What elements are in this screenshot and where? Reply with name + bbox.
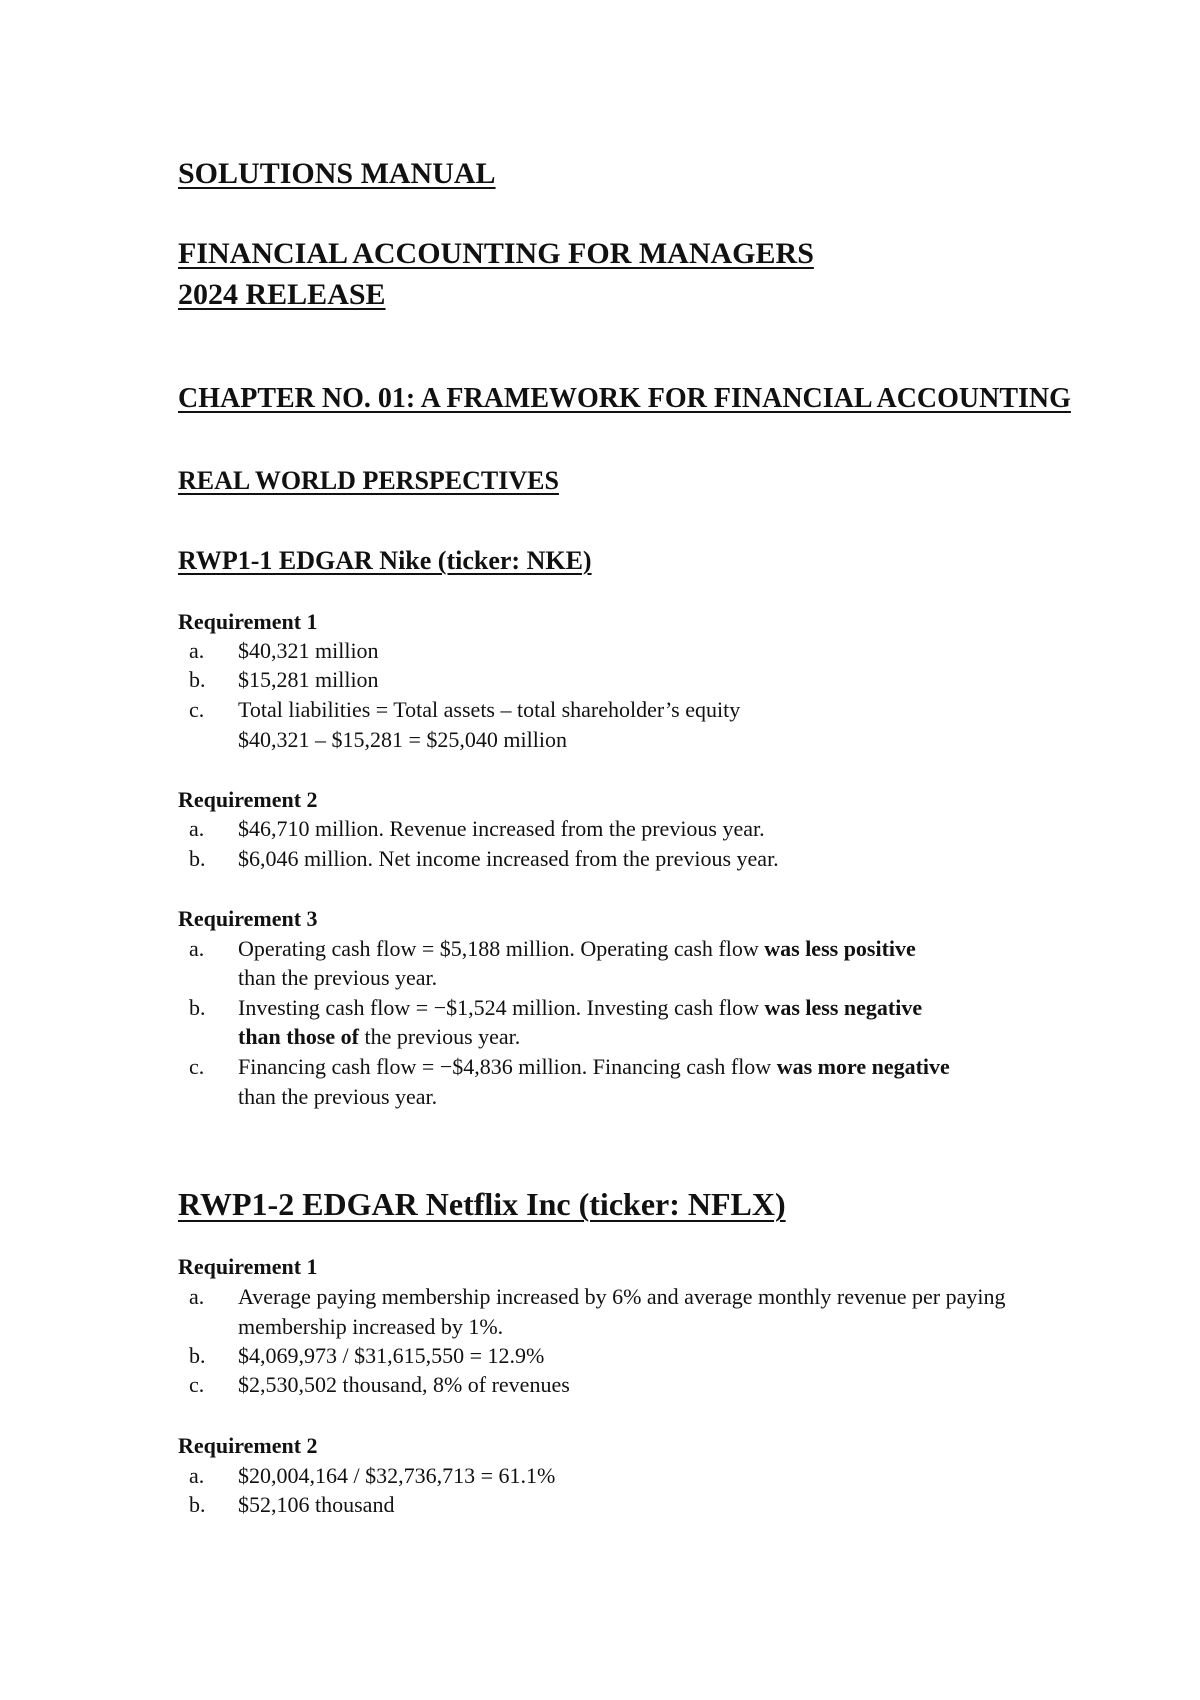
book-release: 2024 RELEASE (178, 278, 386, 311)
list-item: $4,069,973 / $31,615,550 = 12.9% (238, 1343, 545, 1368)
list-marker: b. (189, 1492, 206, 1517)
list-marker: c. (189, 697, 205, 722)
list-item: Investing cash flow = −$1,524 million. Investing cash flow was less negative (238, 995, 923, 1020)
list-marker: a. (189, 1284, 205, 1309)
list-marker: b. (189, 995, 206, 1020)
rwp1-heading: RWP1-1 EDGAR Nike (ticker: NKE) (178, 546, 592, 575)
list-marker: a. (189, 816, 205, 841)
list-item: $15,281 million (238, 667, 379, 692)
book-title: FINANCIAL ACCOUNTING FOR MANAGERS (178, 237, 814, 270)
list-item: Financing cash flow = −$4,836 million. Financing cash flow was more negative (238, 1054, 950, 1079)
list-item-continuation: membership increased by 1%. (238, 1314, 504, 1339)
list-item-continuation: than the previous year. (238, 1084, 438, 1109)
list-marker: a. (189, 936, 205, 961)
chapter-heading: CHAPTER NO. 01: A FRAMEWORK FOR FINANCIAL ACCOUNTING (178, 383, 1071, 414)
list-marker: b. (189, 667, 206, 692)
list-item-continuation: than the previous year. (238, 965, 438, 990)
section-heading: REAL WORLD PERSPECTIVES (178, 466, 559, 495)
document-title: SOLUTIONS MANUAL (178, 157, 496, 190)
list-item: $52,106 thousand (238, 1492, 395, 1517)
rwp2-heading: RWP1-2 EDGAR Netflix Inc (ticker: NFLX) (178, 1186, 786, 1222)
list-item: $46,710 million. Revenue increased from the previous year. (238, 816, 765, 841)
list-marker: b. (189, 1343, 206, 1368)
list-marker: b. (189, 846, 206, 871)
list-marker: a. (189, 1463, 205, 1488)
rwp2-req1-label: Requirement 1 (178, 1254, 318, 1279)
list-item: $2,530,502 thousand, 8% of revenues (238, 1372, 570, 1397)
rwp1-req3-label: Requirement 3 (178, 906, 318, 931)
list-item: Total liabilities = Total assets – total shareholder’s equity (238, 697, 741, 722)
list-marker: a. (189, 638, 205, 663)
list-item-continuation: $40,321 – $15,281 = $25,040 million (238, 727, 567, 752)
rwp1-req1-label: Requirement 1 (178, 609, 318, 634)
list-item: $20,004,164 / $32,736,713 = 61.1% (238, 1463, 556, 1488)
list-item: $40,321 million (238, 638, 379, 663)
list-item: Operating cash flow = $5,188 million. Operating cash flow was less positive (238, 936, 916, 961)
list-marker: c. (189, 1054, 205, 1079)
list-item: Average paying membership increased by 6% and average monthly revenue per paying (238, 1284, 1006, 1309)
rwp2-req2-label: Requirement 2 (178, 1433, 318, 1458)
list-item: $6,046 million. Net income increased from the previous year. (238, 846, 779, 871)
list-marker: c. (189, 1372, 205, 1397)
list-item-continuation: than those of the previous year. (238, 1024, 521, 1049)
rwp1-req2-label: Requirement 2 (178, 787, 318, 812)
